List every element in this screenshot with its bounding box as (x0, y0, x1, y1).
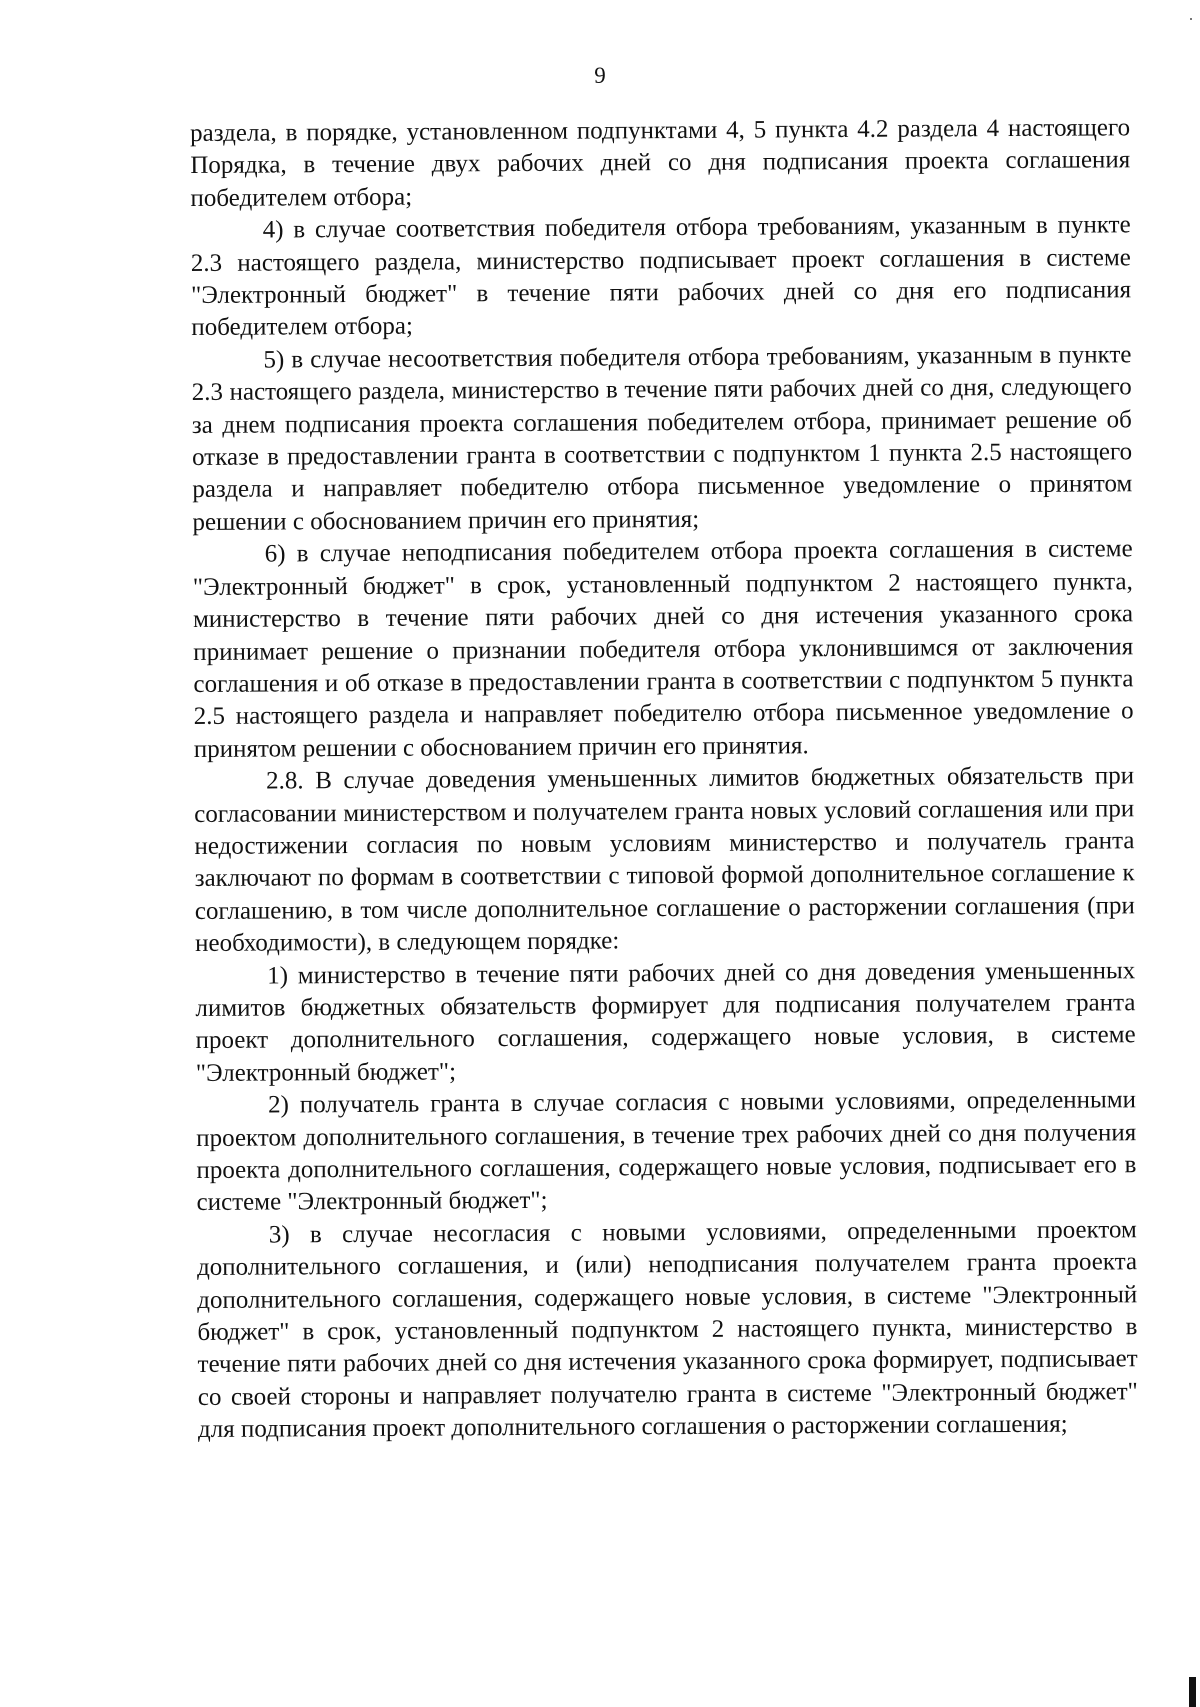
paragraph-section-2-8: 2.8. В случае доведения уменьшенных лимитов бюджетных обязательств при согласовании министерством и получателем гранта новых условий соглашения или при недостижении согласия по новым условиям министерство и получатель гранта заключают по формам в соответствии с типовой формой дополнительное соглашение к соглашению, в том числе дополнительное соглашение о расторжении соглашения (при необходимости), в следующем порядке: (194, 762, 1135, 958)
paragraph-subitem-2: 2) получатель гранта в случае согласия с новыми условиями, определенными проектом дополнительного соглашения, в течение трех рабочих дней со дня получения проекта дополнительного соглашения, содержащего новые условия, подписывает его в системе "Электронный бюджет"; (196, 1086, 1137, 1217)
page-number: 9 (594, 63, 606, 88)
document-body (190, 112, 1138, 1446)
paragraph-subitem-1: 1) министерство в течение пяти рабочих дней со дня доведения уменьшенных лимитов бюджетных обязательств формирует для подписания получателем гранта проект дополнительного соглашения, содержащего новые условия, в системе "Электронный бюджет"; (195, 956, 1136, 1087)
paragraph-item-6: 6) в случае неподписания победителем отбора проекта соглашения в системе "Электронный бюджет" в срок, установленный подпунктом 2 настоящего пункта, министерство в течение пяти рабочих дней со дня истечения указанного срока принимает решение о признании победителя отбора уклонившимся от заключения соглашения и об отказе в предоставлении гранта в соответствии с подпунктом 5 пункта 2.5 настоящего раздела и направляет победителю отбора письменное уведомление о принятом решении с обоснованием причин его принятия. (192, 535, 1134, 763)
paragraph-continuation: раздела, в порядке, установленном подпунктами 4, 5 пункта 4.2 раздела 4 настоящего Порядка, в течение двух рабочих дней со дня подписания проекта соглашения победителем отбора; (190, 114, 1131, 212)
scan-speck (1190, 18, 1192, 20)
paragraph-item-4: 4) в случае соответствия победителя отбора требованиям, указанным в пункте 2.3 настоящего раздела, министерство подписывает проект соглашения в системе "Электронный бюджет" в течение пяти рабочих дней со дня его подписания победителем отбора; (190, 211, 1132, 342)
scan-edge-mark (1189, 1677, 1196, 1707)
paragraph-item-5: 5) в случае несоответствия победителя отбора требованиям, указанным в пункте 2.3 настоящего раздела, министерство в течение пяти рабочих дней со дня, следующего за днем подписания проекта соглашения победителем отбора, принимает решение об отказе в предоставлении гранта в соответствии с подпунктом 1 пункта 2.5 настоящего раздела и направляет победителю отбора письменное уведомление о принятом решении с обоснованием причин его принятия; (191, 341, 1133, 536)
paragraph-subitem-3: 3) в случае несогласия с новыми условиями, определенными проектом дополнительного соглашения, и (или) неподписания получателем гранта проекта дополнительного соглашения, содержащего новые условия, в системе "Электронный бюджет" в срок, установленный подпунктом 2 настоящего пункта, министерство в течение пяти рабочих дней со дня истечения указанного срока формирует, подписывает со своей стороны и направляет получателю гранта в системе "Электронный бюджет" для подписания проект дополнительного соглашения о расторжении соглашения; (196, 1216, 1138, 1444)
